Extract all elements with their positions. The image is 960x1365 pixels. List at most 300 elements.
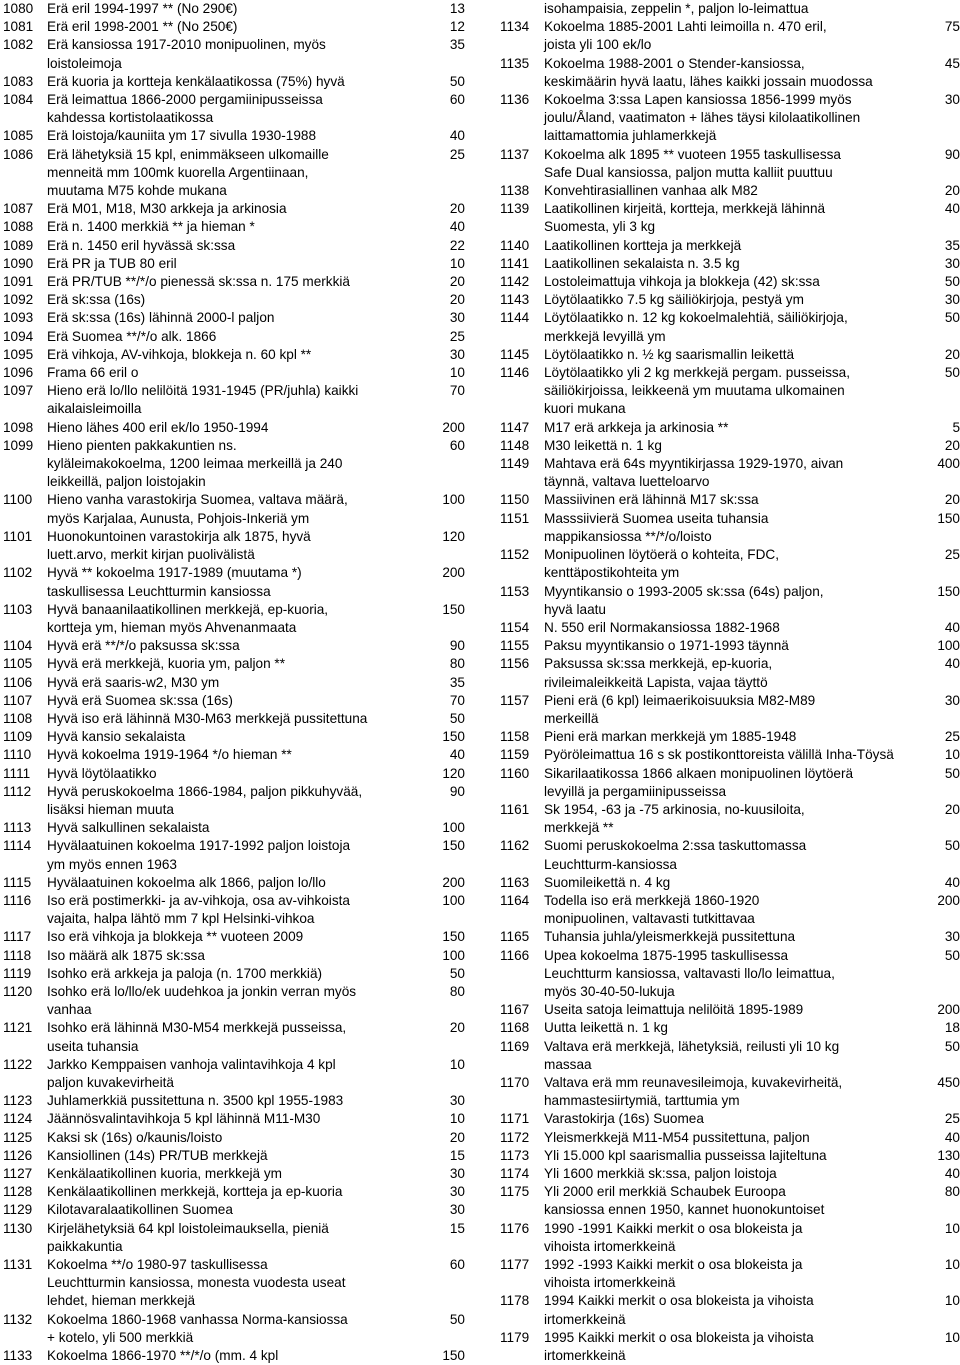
lot-number: 1100 xyxy=(3,492,33,508)
lot-number: 1125 xyxy=(3,1129,33,1145)
lot-number: 1103 xyxy=(3,601,33,617)
lot-number: 1168 xyxy=(500,1020,530,1036)
lot-description: Hieno vanha varastokirja Suomea, valtava määrä, myös Karjalaa, Aunusta, Pohjois-Inkeriä ym xyxy=(47,492,348,526)
lot-item xyxy=(3,237,465,255)
lot-number: 1128 xyxy=(3,1184,33,1200)
lot-item xyxy=(3,382,465,418)
lot-description: Valtava erä merkkejä, lähetyksiä, reilusti yli 10 kg massaa xyxy=(544,1038,840,1072)
lot-price: 90 xyxy=(449,638,465,654)
lot-number: 1160 xyxy=(500,765,530,781)
lot-price: 40 xyxy=(944,201,960,217)
lot-price: 60 xyxy=(449,92,465,108)
lot-number: 1164 xyxy=(500,892,530,908)
lot-number: 1147 xyxy=(500,419,530,435)
lot-description: Valtava erä mm reunavesileimoja, kuvakevirheitä, hammastesiirtymiä, tarttumia ym xyxy=(544,1074,843,1109)
lot-price: 70 xyxy=(449,692,465,708)
lot-item xyxy=(500,455,960,491)
lot-description: Löytölaatikko 7.5 kg säiliökirjoja, pestyä ym xyxy=(544,292,804,308)
lot-item xyxy=(3,0,465,18)
lot-number: 1120 xyxy=(3,983,33,999)
lot-price: 30 xyxy=(449,1202,465,1218)
lot-description: Erä sk:ssa (16s) xyxy=(47,292,146,308)
lot-description: Hieno pienten pakkakuntien ns. xyxy=(47,437,237,453)
lot-description: Kenkälaatikollinen merkkejä, kortteja ja ep-kuoria xyxy=(47,1184,343,1200)
lot-description: Erä kansiossa 1917-2010 monipuolinen, myös loistoleimoja xyxy=(47,37,326,71)
lot-description: Uutta leikettä n. 1 kg xyxy=(544,1020,668,1036)
lot-item xyxy=(500,1038,960,1074)
lot-number: 1173 xyxy=(500,1147,530,1163)
lot-number: 1172 xyxy=(500,1129,530,1145)
lot-description: Kokoelma **/o 1980-97 taskullisessa Leuchtturmin kansiossa, monesta vuodesta useat lehdet, hieman merkkejä xyxy=(47,1257,346,1309)
lot-number: 1113 xyxy=(3,820,32,836)
lot-number: 1127 xyxy=(3,1166,33,1181)
lot-price: 10 xyxy=(944,1257,960,1273)
lot-description: Monipuolinen löytöerä o kohteita, FDC, kenttäpostikohteita ym xyxy=(544,547,779,581)
lot-price: 30 xyxy=(944,92,960,108)
lot-price: 200 xyxy=(442,565,465,581)
lot-description: Kilotavaralaatikollinen Suomea xyxy=(47,1202,233,1218)
lot-number: 1179 xyxy=(500,1329,530,1345)
lot-item xyxy=(3,837,465,873)
lot-item xyxy=(3,18,465,36)
lot-number: 1156 xyxy=(500,656,530,672)
lot-price: 100 xyxy=(442,892,465,908)
lot-description: Todella iso erä merkkejä 1860-1920 monipuolinen, valtavasti tutkittavaa xyxy=(544,892,760,927)
lot-number: 1091 xyxy=(3,274,34,290)
lot-description: Myyntikansio o 1993-2005 sk:ssa (64s) paljon, hyvä laatu xyxy=(544,583,824,617)
lot-number: 1117 xyxy=(3,929,32,945)
lot-item xyxy=(500,928,960,946)
lot-item xyxy=(500,491,960,509)
lot-description: Löytölaatikko n. ½ kg saarismallin leikettä xyxy=(544,346,795,362)
lot-price: 100 xyxy=(442,492,465,508)
lot-price: 25 xyxy=(944,1111,960,1127)
lot-price: 150 xyxy=(442,601,465,617)
lot-item xyxy=(500,18,960,54)
lot-number: 1111 xyxy=(3,765,31,781)
lot-number: 1161 xyxy=(500,801,530,817)
lot-item xyxy=(500,583,960,619)
lot-item xyxy=(3,892,465,928)
lot-description: Hieno erä lo/llo nelilöitä 1931-1945 (PR/juhla) kaikki aikalaisleimoilla xyxy=(47,383,359,417)
lot-description: Jäännösvalintavihkoja 5 kpl lähinnä M11-M30 xyxy=(47,1111,321,1127)
lot-description: Massiivinen erä lähinnä M17 sk:ssa xyxy=(544,492,759,508)
lot-item xyxy=(500,364,960,419)
lot-number: 1158 xyxy=(500,729,530,745)
lot-description: Hyvä löytölaatikko xyxy=(47,765,157,781)
lot-price: 10 xyxy=(944,747,960,763)
lot-price: 40 xyxy=(449,747,465,763)
lot-price: 20 xyxy=(944,492,960,508)
lot-number: 1162 xyxy=(500,838,530,854)
lot-item xyxy=(500,200,960,236)
lot-item xyxy=(500,273,960,291)
lot-price: 50 xyxy=(944,838,960,854)
lot-number: 1135 xyxy=(500,55,530,71)
lot-number: 1170 xyxy=(500,1074,530,1090)
lot-price: 150 xyxy=(937,510,960,526)
lot-item xyxy=(500,510,960,546)
lot-item xyxy=(3,328,465,346)
lot-item xyxy=(3,1147,465,1165)
lot-item xyxy=(500,1165,960,1183)
lot-number: 1133 xyxy=(3,1348,33,1364)
lot-description: Laatikollinen sekalaista n. 3.5 kg xyxy=(544,255,740,271)
lot-number: 1108 xyxy=(3,710,33,726)
lot-price: 200 xyxy=(937,892,960,908)
lot-price: 150 xyxy=(442,1348,465,1364)
lot-description: Erä kuoria ja kortteja kenkälaatikossa (75%) hyvä xyxy=(47,73,345,89)
lot-description: Kokoelma alk 1895 ** vuoteen 1955 taskullisessa Safe Dual kansiossa, paljon mutta kalliit puuttuu xyxy=(544,146,841,180)
lot-item xyxy=(500,947,960,1002)
lot-price: 20 xyxy=(944,183,960,199)
lot-continuation xyxy=(500,0,960,18)
lot-number: 1094 xyxy=(3,328,34,344)
lot-item xyxy=(3,291,465,309)
lot-number: 1088 xyxy=(3,219,34,235)
lot-price: 80 xyxy=(449,983,465,999)
lot-item xyxy=(3,346,465,364)
lot-item xyxy=(3,655,465,673)
lot-description: Kansiollinen (14s) PR/TUB merkkejä xyxy=(47,1147,268,1163)
lot-description: Mahtava erä 64s myyntikirjassa 1929-1970, aivan täynnä, valtava luetteloarvo xyxy=(544,456,844,490)
lot-price: 200 xyxy=(937,1002,960,1018)
lot-description: Tuhansia juhla/yleismerkkejä pussitettuna xyxy=(544,929,796,945)
lot-item xyxy=(500,619,960,637)
lot-price: 30 xyxy=(449,346,465,362)
lot-description: Iso erä vihkoja ja blokkeja ** vuoteen 2009 xyxy=(47,929,304,945)
lot-description: Laatikollinen kirjeitä, kortteja, merkkejä lähinnä Suomesta, yli 3 kg xyxy=(544,201,826,235)
lot-description: Frama 66 eril o xyxy=(47,365,139,381)
lot-number: 1124 xyxy=(3,1111,33,1127)
lot-item xyxy=(3,564,465,600)
lot-price: 80 xyxy=(449,656,465,672)
lot-item xyxy=(500,801,960,837)
lot-price: 40 xyxy=(944,1129,960,1145)
lot-number: 1166 xyxy=(500,947,530,963)
lot-number: 1176 xyxy=(500,1220,530,1236)
lot-description: Erä n. 1450 eril hyvässä sk:ssa xyxy=(47,237,236,253)
lot-number: 1089 xyxy=(3,237,34,253)
lot-description: Hyvälaatuinen kokoelma 1917-1992 paljon loistoja ym myös ennen 1963 xyxy=(47,838,351,872)
lot-number: 1098 xyxy=(3,419,34,435)
lot-item xyxy=(500,1019,960,1037)
lot-price: 200 xyxy=(442,874,465,890)
lot-description: Kokoelma 1988-2001 o Stender-kansiossa, keskimäärin hyvä laatu, lähes kaikki jossain muodossa xyxy=(544,55,873,89)
lot-description: Kokoelma 1860-1968 vanhassa Norma-kansiossa + kotelo, yli 500 merkkiä xyxy=(47,1311,348,1345)
lot-item xyxy=(3,419,465,437)
lot-price: 10 xyxy=(944,1220,960,1236)
lot-item xyxy=(3,1129,465,1147)
lot-item xyxy=(500,91,960,146)
lot-number: 1137 xyxy=(500,146,530,162)
lot-description: Paksussa sk:ssa merkkejä, ep-kuoria, rivileimaleikkeitä Lapista, vajaa täyttö xyxy=(544,656,773,690)
lot-item xyxy=(500,437,960,455)
lot-item xyxy=(500,1220,960,1256)
lot-number: 1086 xyxy=(3,146,34,162)
lot-item xyxy=(500,1329,960,1365)
lot-price: 5 xyxy=(952,419,960,435)
lot-number: 1126 xyxy=(3,1147,33,1163)
lot-price: 50 xyxy=(944,365,960,381)
lot-price: 150 xyxy=(442,929,465,945)
lot-price: 30 xyxy=(449,310,465,326)
lot-number: 1132 xyxy=(3,1311,33,1327)
lot-description: Upea kokoelma 1875-1995 taskullisessa Leuchtturm kansiossa, valtavasti llo/lo leimattua, myös 30-40-50-lukuja xyxy=(544,947,835,999)
lot-number: 1151 xyxy=(500,510,530,526)
lot-description: Hyvälaatuinen kokoelma alk 1866, paljon lo/llo xyxy=(47,874,326,890)
lot-price: 80 xyxy=(944,1184,960,1200)
lot-price: 35 xyxy=(449,37,465,53)
lot-description: Konvehtirasiallinen vanhaa alk M82 xyxy=(544,183,758,199)
lot-number: 1178 xyxy=(500,1293,530,1309)
lot-number: 1131 xyxy=(3,1257,33,1273)
lot-description: Erä eril 1994-1997 ** (No 290€) xyxy=(47,1,238,16)
lot-item xyxy=(500,1001,960,1019)
lot-description: Suomileikettä n. 4 kg xyxy=(544,874,671,890)
lot-price: 22 xyxy=(449,237,465,253)
lot-description: Erä leimattua 1866-2000 pergamiinipusseissa kahdessa kortistolaatikossa xyxy=(47,92,323,126)
lot-number: 1144 xyxy=(500,310,530,326)
lot-item xyxy=(500,55,960,91)
lot-number: 1097 xyxy=(3,383,34,399)
lot-description: 1992 -1993 Kaikki merkit o osa blokeista ja vihoista irtomerkkeinä xyxy=(544,1257,803,1291)
lot-item xyxy=(3,73,465,91)
lot-item xyxy=(3,674,465,692)
lot-number: 1090 xyxy=(3,255,34,271)
lot-item xyxy=(500,146,960,182)
lot-description: Hyvä erä **/*/o paksussa sk:ssa xyxy=(47,638,240,654)
lot-item xyxy=(500,837,960,873)
lot-number: 1093 xyxy=(3,310,34,326)
lot-number: 1140 xyxy=(500,237,530,253)
lot-price: 10 xyxy=(944,1293,960,1309)
lot-price: 35 xyxy=(449,674,465,690)
lot-item xyxy=(3,783,465,819)
lot-description: Useita satoja leimattuja nelilöitä 1895-1989 xyxy=(544,1002,804,1018)
lot-item xyxy=(500,765,960,801)
lot-description: Löytölaatikko yli 2 kg merkkejä pergam. pusseissa, säiliökirjoissa, leikkeenä ym muutama ulkomainen kuori mukana xyxy=(544,365,850,417)
left-column xyxy=(3,0,465,1365)
lot-description: Huonokuntoinen varastokirja alk 1875, hyvä luett.arvo, merkit kirjan puolivälistä xyxy=(47,528,311,563)
lot-item xyxy=(3,1311,465,1347)
lot-price: 400 xyxy=(937,456,960,472)
lot-description: Erä PR/TUB **/*/o pienessä sk:ssa n. 175 merkkiä xyxy=(47,274,350,290)
lot-number: 1121 xyxy=(3,1020,33,1036)
lot-price: 30 xyxy=(944,255,960,271)
lot-number: 1171 xyxy=(500,1111,530,1127)
lot-item xyxy=(500,255,960,273)
lot-price: 20 xyxy=(944,801,960,817)
lot-price: 50 xyxy=(449,710,465,726)
lot-description: Erä eril 1998-2001 ** (No 250€) xyxy=(47,19,238,35)
lot-price: 30 xyxy=(449,1093,465,1109)
lot-price: 50 xyxy=(944,947,960,963)
lot-number: 1080 xyxy=(3,1,34,16)
lot-number: 1092 xyxy=(3,292,34,308)
lot-number: 1096 xyxy=(3,365,34,381)
lot-description: Yleismerkkejä M11-M54 pussitettuna, paljon xyxy=(544,1129,810,1145)
lot-description: Lostoleimattuja vihkoja ja blokkeja (42) sk:ssa xyxy=(544,274,820,290)
lot-price: 20 xyxy=(449,274,465,290)
lot-item xyxy=(500,1147,960,1165)
lot-description: Erä loistoja/kauniita ym 17 sivulla 1930-1988 xyxy=(47,128,317,144)
lot-item xyxy=(3,874,465,892)
lot-item xyxy=(3,364,465,382)
lot-number: 1145 xyxy=(500,346,530,362)
lot-number: 1139 xyxy=(500,201,530,217)
lot-description: Löytölaatikko n. 12 kg kokoelmalehtiä, säiliökirjoja, merkkejä levyillä ym xyxy=(544,310,848,344)
lot-price: 13 xyxy=(449,1,465,16)
lot-item xyxy=(3,91,465,127)
lot-price: 10 xyxy=(944,1329,960,1345)
lot-description: Pyöröleimattua 16 s sk postikonttoreista välillä Inha-Töysä xyxy=(544,747,894,763)
lot-item xyxy=(3,437,465,455)
lot-item xyxy=(500,692,960,728)
lot-description: isohampaisia, zeppelin *, paljon lo-leimattua xyxy=(544,1,809,16)
lot-item xyxy=(3,273,465,291)
lot-number: 1146 xyxy=(500,365,530,381)
lot-number: 1122 xyxy=(3,1056,33,1072)
lot-description: Erä vihkoja, AV-vihkoja, blokkeja n. 60 kpl ** xyxy=(47,346,312,362)
right-column xyxy=(500,0,960,1365)
lot-description: Varastokirja (16s) Suomea xyxy=(544,1111,704,1127)
lot-price: 20 xyxy=(944,346,960,362)
lot-number: 1153 xyxy=(500,583,530,599)
lot-price: 45 xyxy=(944,55,960,71)
lot-number: 1115 xyxy=(3,874,32,890)
lot-number: 1152 xyxy=(500,547,530,563)
lot-description: Sikarilaatikossa 1866 alkaen monipuolinen löytöerä levyillä ja pergamiinipusseissa xyxy=(544,765,854,799)
lot-number: 1099 xyxy=(3,437,34,453)
lot-description: Erä sk:ssa (16s) lähinnä 2000-l paljon xyxy=(47,310,275,326)
lot-price: 50 xyxy=(449,1311,465,1327)
lot-description: kyläleimakokoelma, 1200 leimaa merkeillä ja 240 leikkeillä, paljon loistojakin xyxy=(47,456,343,490)
lot-number: 1155 xyxy=(500,638,530,654)
lot-description: Yli 15.000 kpl saarismallia pusseissa lajiteltuna xyxy=(544,1147,827,1163)
lot-number: 1087 xyxy=(3,201,34,217)
lot-description: Iso erä postimerkki- ja av-vihkoja, osa av-vihkoista vajaita, halpa lähtö mm 7 kpl Helsinki-vihkoa xyxy=(47,892,350,927)
lot-number: 1084 xyxy=(3,92,34,108)
lot-price: 130 xyxy=(937,1147,960,1163)
lot-price: 30 xyxy=(944,292,960,308)
lot-price: 18 xyxy=(944,1020,960,1036)
lot-item xyxy=(500,1256,960,1292)
lot-item xyxy=(3,1220,465,1256)
lot-price: 50 xyxy=(944,765,960,781)
lot-description: Kokoelma 1885-2001 Lahti leimoilla n. 470 eril, joista yli 100 ek/lo xyxy=(544,19,827,53)
lot-description: Juhlamerkkiä pussitettuna n. 3500 kpl 1955-1983 xyxy=(47,1093,344,1109)
lot-price: 40 xyxy=(944,1166,960,1181)
lot-number: 1177 xyxy=(500,1257,530,1273)
lot-description: 1995 Kaikki merkit o osa blokeista ja vihoista irtomerkkeinä xyxy=(544,1329,814,1364)
lot-price: 120 xyxy=(442,528,465,544)
lot-price: 25 xyxy=(449,146,465,162)
lot-price: 450 xyxy=(937,1074,960,1090)
lot-price: 25 xyxy=(944,547,960,563)
lot-item xyxy=(3,1019,465,1055)
lot-price: 40 xyxy=(449,219,465,235)
lot-item xyxy=(500,546,960,582)
lot-item xyxy=(3,127,465,145)
lot-item xyxy=(3,746,465,764)
lot-price: 50 xyxy=(944,274,960,290)
lot-number: 1106 xyxy=(3,674,33,690)
lot-number: 1109 xyxy=(3,729,33,745)
lot-price: 90 xyxy=(944,146,960,162)
lot-item xyxy=(3,637,465,655)
lot-item xyxy=(3,965,465,983)
lot-number: 1154 xyxy=(500,619,530,635)
lot-price: 40 xyxy=(944,619,960,635)
lot-price: 150 xyxy=(442,729,465,745)
lot-description: Hyvä banaanilaatikollinen merkkejä, ep-kuoria, kortteja ym, hieman myös Ahvenanmaata xyxy=(47,601,329,635)
lot-item xyxy=(500,746,960,764)
lot-price: 75 xyxy=(944,19,960,35)
lot-item xyxy=(500,346,960,364)
lot-description: Erä PR ja TUB 80 eril xyxy=(47,255,177,271)
lot-item xyxy=(3,1256,465,1311)
lot-description: Hyvä salkullinen sekalaista xyxy=(47,820,210,836)
lot-item xyxy=(3,36,465,72)
lot-description: Kokoelma 3:ssa Lapen kansiossa 1856-1999 myös joulu/Åland, vaatimaton + lähes täysi kilolaatikollinen laittamattomia juhlamerkkejä xyxy=(544,92,861,144)
lot-number: 1149 xyxy=(500,456,530,472)
lot-item xyxy=(500,637,960,655)
lot-price: 70 xyxy=(449,383,465,399)
lot-number: 1116 xyxy=(3,892,32,908)
lot-number: 1174 xyxy=(500,1166,530,1181)
lot-description: Paksu myyntikansio o 1971-1993 täynnä xyxy=(544,638,789,654)
lot-number: 1143 xyxy=(500,292,530,308)
lot-number: 1142 xyxy=(500,274,530,290)
lot-number: 1085 xyxy=(3,128,34,144)
lot-description: Suomi peruskokoelma 2:ssa taskuttomassa Leuchtturm-kansiossa xyxy=(544,838,807,872)
lot-item xyxy=(3,1347,465,1365)
lot-item xyxy=(3,1110,465,1128)
lot-number: 1163 xyxy=(500,874,530,890)
lot-number: 1105 xyxy=(3,656,33,672)
lot-item xyxy=(3,1183,465,1201)
lot-item xyxy=(3,1092,465,1110)
lot-price: 30 xyxy=(944,929,960,945)
lot-item xyxy=(500,874,960,892)
lot-number: 1114 xyxy=(3,838,32,854)
lot-price: 100 xyxy=(937,638,960,654)
lot-description: Kokoelma 1866-1970 **/*/o (mm. 4 kpl xyxy=(47,1348,279,1364)
lot-item xyxy=(500,237,960,255)
lot-price: 10 xyxy=(449,365,465,381)
lot-item xyxy=(500,309,960,345)
lot-number: 1104 xyxy=(3,638,33,654)
lot-price: 60 xyxy=(449,437,465,453)
lot-price: 50 xyxy=(944,1038,960,1054)
lot-item xyxy=(500,182,960,200)
lot-item xyxy=(3,1201,465,1219)
lot-description: Isohko erä arkkeja ja paloja (n. 1700 merkkiä) xyxy=(47,965,323,981)
lot-description: Hyvä ** kokoelma 1917-1989 (muutama *) taskullisessa Leuchtturmin kansiossa xyxy=(47,565,302,599)
lot-price: 20 xyxy=(944,437,960,453)
lot-description: Hieno lähes 400 eril ek/lo 1950-1994 xyxy=(47,419,269,435)
lot-number: 1083 xyxy=(3,73,34,89)
lot-price: 100 xyxy=(442,947,465,963)
lot-description: Hyvä kokoelma 1919-1964 */o hieman ** xyxy=(47,747,292,763)
lot-description: Iso määrä alk 1875 sk:ssa xyxy=(47,947,205,963)
lot-number: 1150 xyxy=(500,492,530,508)
lot-description: N. 550 eril Normakansiossa 1882-1968 xyxy=(544,619,780,635)
lot-description: Erä Suomea **/*/o alk. 1866 xyxy=(47,328,217,344)
lot-item xyxy=(3,309,465,327)
lot-price: 25 xyxy=(944,729,960,745)
